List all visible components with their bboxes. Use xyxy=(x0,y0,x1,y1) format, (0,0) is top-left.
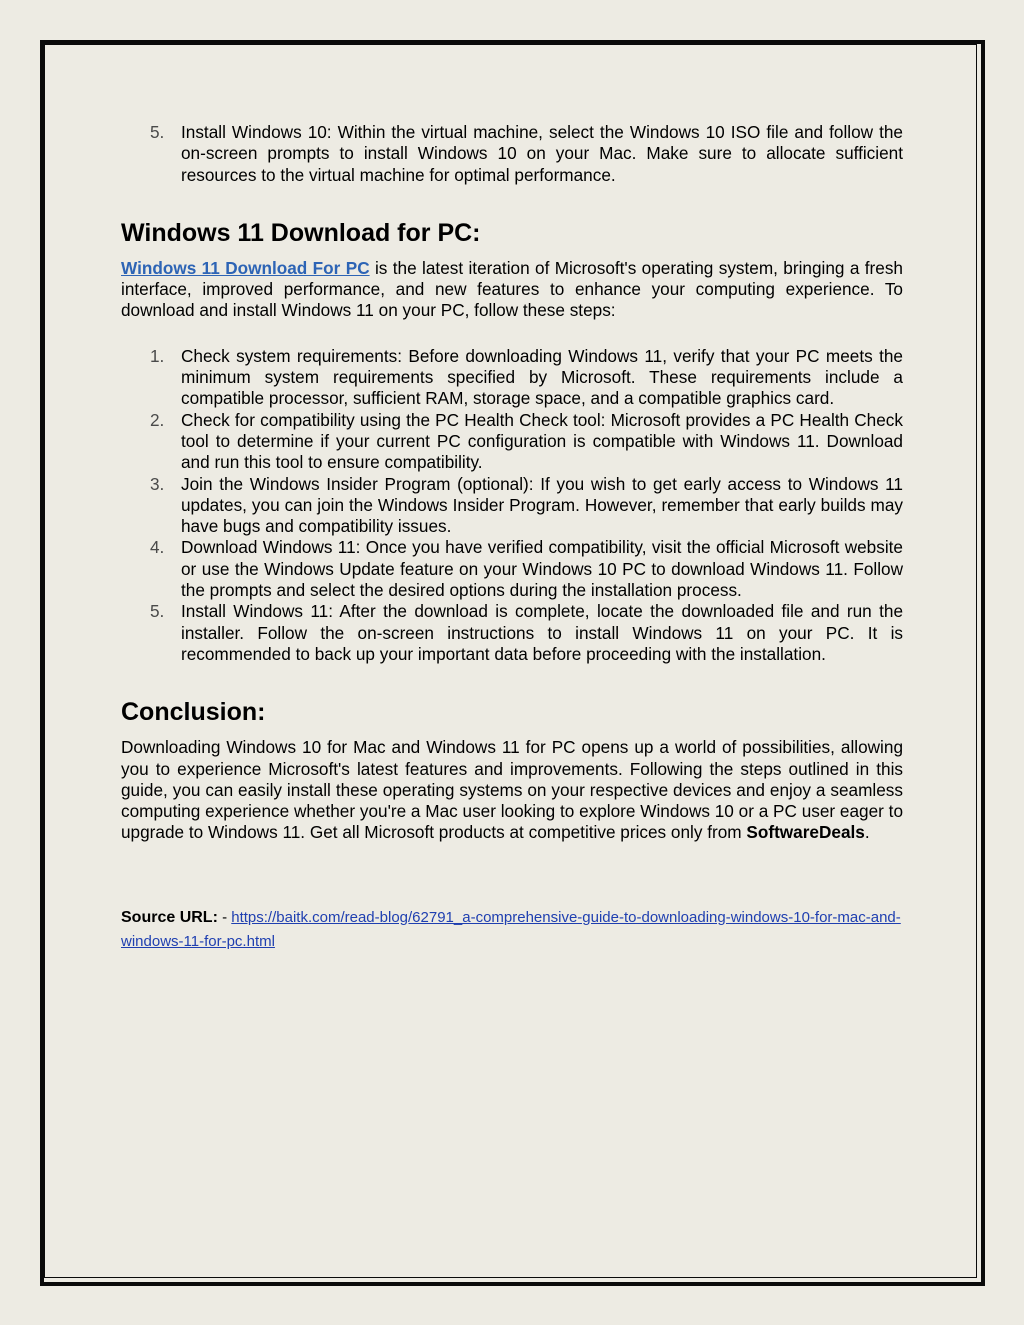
list-item xyxy=(121,537,903,601)
intro-text: is the latest iteration of Microsoft's operating system, bringing a fresh interface, improved performance, and new features to enhance your computing experience. To download and install Windows 11 on your PC, follow these steps: xyxy=(121,257,903,321)
conclusion-period: . xyxy=(864,822,870,843)
list-item-text: Check system requirements: Before downloading Windows 11, verify that your PC meets the minimum system requirements specified by Microsoft. These requirements include a compatible processor, sufficient RAM, storage space, and a compatible graphics card. xyxy=(181,345,903,409)
document-body xyxy=(121,122,903,954)
windows-11-intro xyxy=(121,258,903,322)
list-item-text: Download Windows 11: Once you have verified compatibility, visit the official Microsoft website or use the Windows Update feature on your Windows 10 PC to download Windows 11. Follow the prompts and select the desired options during the installation process. xyxy=(181,537,903,601)
mac-steps-list-continued xyxy=(121,122,903,186)
source-url-link[interactable]: https://baitk.com/read-blog/62791_a-comprehensive-guide-to-downloading-windows-10-for-mac-and-windows-11-for-pc.html xyxy=(121,908,901,950)
list-item-text: Join the Windows Insider Program (optional): If you wish to get early access to Windows 11 updates, you can join the Windows Insider Program. However, remember that early builds may have bugs and compatibility issues. xyxy=(181,473,903,537)
brand-name: SoftwareDeals xyxy=(746,822,865,843)
list-number: 4. xyxy=(150,537,165,558)
windows-11-steps-list xyxy=(121,346,903,665)
list-item-text: Check for compatibility using the PC Health Check tool: Microsoft provides a PC Health Check tool to determine if your current PC configuration is compatible with Windows 11. Download and run this tool to ensure compatibility. xyxy=(181,409,903,473)
section-heading-windows-11: Windows 11 Download for PC: xyxy=(121,218,481,247)
windows-11-download-link[interactable]: Windows 11 Download For PC xyxy=(121,257,370,278)
conclusion-paragraph xyxy=(121,737,903,843)
list-item xyxy=(121,410,903,474)
list-item xyxy=(121,122,903,186)
list-number: 5. xyxy=(150,122,165,142)
list-number: 3. xyxy=(150,473,165,494)
list-number: 2. xyxy=(150,409,165,430)
section-heading-conclusion: Conclusion: xyxy=(121,698,266,727)
list-number: 1. xyxy=(150,345,165,366)
source-separator: - xyxy=(217,908,232,926)
list-item xyxy=(121,346,903,410)
list-item-text: Install Windows 10: Within the virtual machine, select the Windows 10 ISO file and follow the on-screen prompts to install Windows 10 on your Mac. Make sure to allocate sufficient resources to the virtual machine for optimal performance. xyxy=(181,122,903,185)
list-item xyxy=(121,474,903,538)
conclusion-text: Downloading Windows 10 for Mac and Windows 11 for PC opens up a world of possibilities, allowing you to experience Microsoft's latest features and improvements. Following the steps outlined in this guide, you can easily install these operating systems on your respective devices and enjoy a seamless computing experience whether you're a Mac user looking to explore Windows 10 or a PC user eager to upgrade to Windows 11. Get all Microsoft products at competitive prices only from xyxy=(121,737,903,843)
list-item-text: Install Windows 11: After the download is complete, locate the downloaded file and run the installer. Follow the on-screen instructions to install Windows 11 on your PC. It is recommended to back up your important data before proceeding with the installation. xyxy=(181,601,903,664)
list-item xyxy=(121,601,903,665)
list-number: 5. xyxy=(150,601,165,622)
source-url-line xyxy=(121,906,903,954)
source-url-label: Source URL: xyxy=(121,908,218,926)
